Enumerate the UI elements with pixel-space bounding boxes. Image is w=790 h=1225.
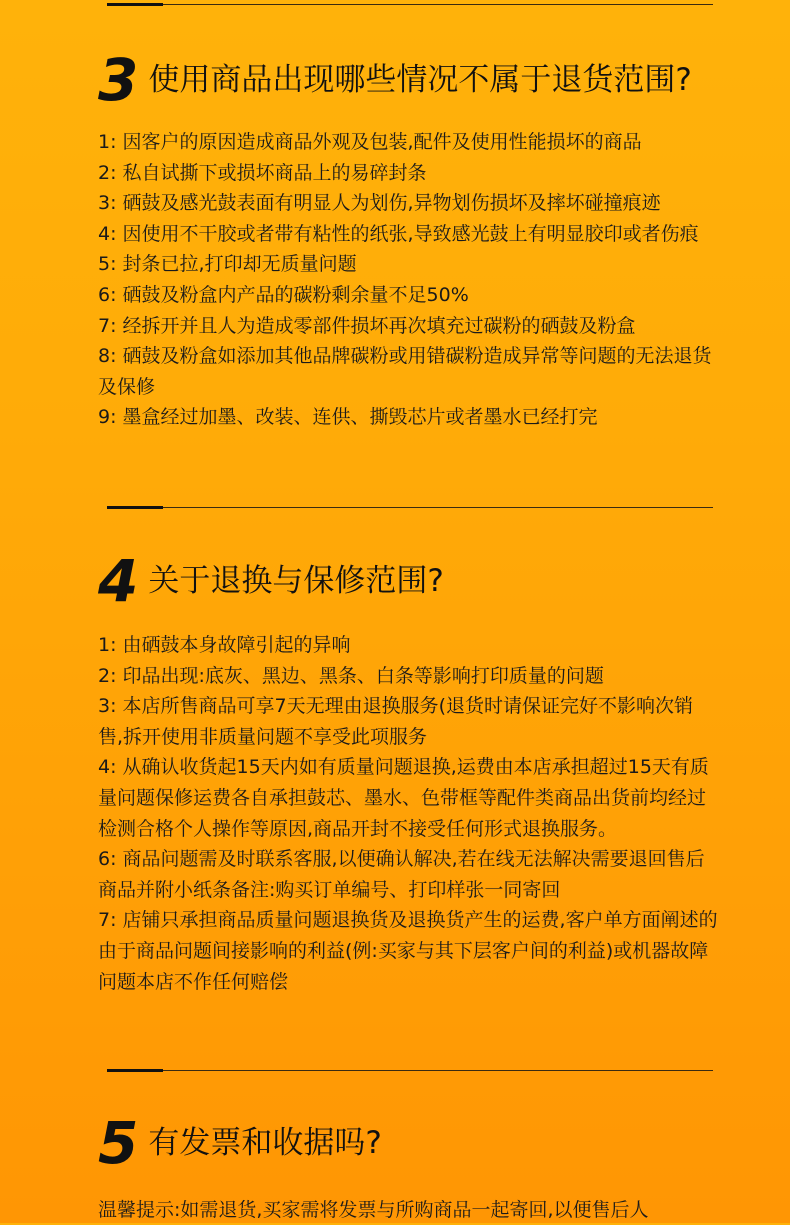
list-item: 4: 从确认收货起15天内如有质量问题退换,运费由本店承担超过15天有质量问题保修运费各自承担鼓芯、墨水、色带框等配件类商品出货前均经过检测合格个人操作等原因,商品开封不接受任何形式退换服务。 <box>98 756 709 840</box>
section-4-heading <box>98 547 444 615</box>
divider-accent <box>107 3 163 6</box>
section-5-number: 5 <box>98 1109 137 1177</box>
section-3-heading <box>98 46 692 114</box>
list-item: 1: 由硒鼓本身故障引起的异响 <box>98 634 351 656</box>
section-3-number: 3 <box>98 46 137 114</box>
divider-accent <box>107 506 163 509</box>
divider-line <box>163 1070 713 1071</box>
list-item: 1: 因客户的原因造成商品外观及包装,配件及使用性能损坏的商品 <box>98 131 642 153</box>
list-item: 8: 硒鼓及粉盒如添加其他品牌碳粉或用错碳粉造成异常等问题的无法退货及保修 <box>98 345 712 398</box>
section-5-title: 有发票和收据吗? <box>148 1125 382 1161</box>
section-4-number: 4 <box>98 547 137 615</box>
divider-accent <box>107 1069 163 1072</box>
section-4-title: 关于退换与保修范围? <box>148 563 444 599</box>
section-5-heading <box>98 1109 382 1177</box>
divider-section-5 <box>107 1070 713 1072</box>
list-item: 6: 商品问题需及时联系客服,以便确认解决,若在线无法解决需要退回售后商品并附小纸条备注:购买订单编号、打印样张一同寄回 <box>98 848 705 901</box>
divider-line <box>163 507 713 508</box>
list-item: 7: 店铺只承担商品质量问题退换货及退换货产生的运费,客户单方面阐述的由于商品问题间接影响的利益(例:买家与其下层客户间的利益)或机器故障问题本店不作任何赔偿 <box>98 909 718 993</box>
list-item: 2: 印品出现:底灰、黑边、黑条、白条等影响打印质量的问题 <box>98 664 604 687</box>
list-item: 4: 因使用不干胶或者带有粘性的纸张,导致感光鼓上有明显胶印或者伤痕 <box>98 222 699 245</box>
section-3-title: 使用商品出现哪些情况不属于退货范围? <box>148 62 692 98</box>
divider-line <box>163 4 713 5</box>
list-item: 6: 硒鼓及粉盒内产品的碳粉剩余量不足50% <box>98 283 469 306</box>
divider-section-4 <box>107 507 713 509</box>
section-5-note: 温馨提示:如需退货,买家需将发票与所购商品一起寄回,以便售后人 <box>98 1199 649 1221</box>
list-item: 9: 墨盒经过加墨、改装、连供、撕毁芯片或者墨水已经打完 <box>98 406 598 429</box>
list-item: 7: 经拆开并且人为造成零部件损坏再次填充过碳粉的硒鼓及粉盒 <box>98 314 636 337</box>
list-item: 3: 硒鼓及感光鼓表面有明显人为划伤,异物划伤损坏及摔坏碰撞痕迹 <box>98 192 661 215</box>
section-4-list <box>98 630 718 997</box>
divider-top <box>107 4 713 6</box>
list-item: 3: 本店所售商品可享7天无理由退换服务(退货时请保证完好不影响次销售,拆开使用非质量问题不享受此项服务 <box>98 695 694 748</box>
list-item: 2: 私自试撕下或损坏商品上的易碎封条 <box>98 161 427 184</box>
section-3-list <box>98 127 718 433</box>
list-item: 5: 封条已拉,打印却无质量问题 <box>98 253 357 276</box>
